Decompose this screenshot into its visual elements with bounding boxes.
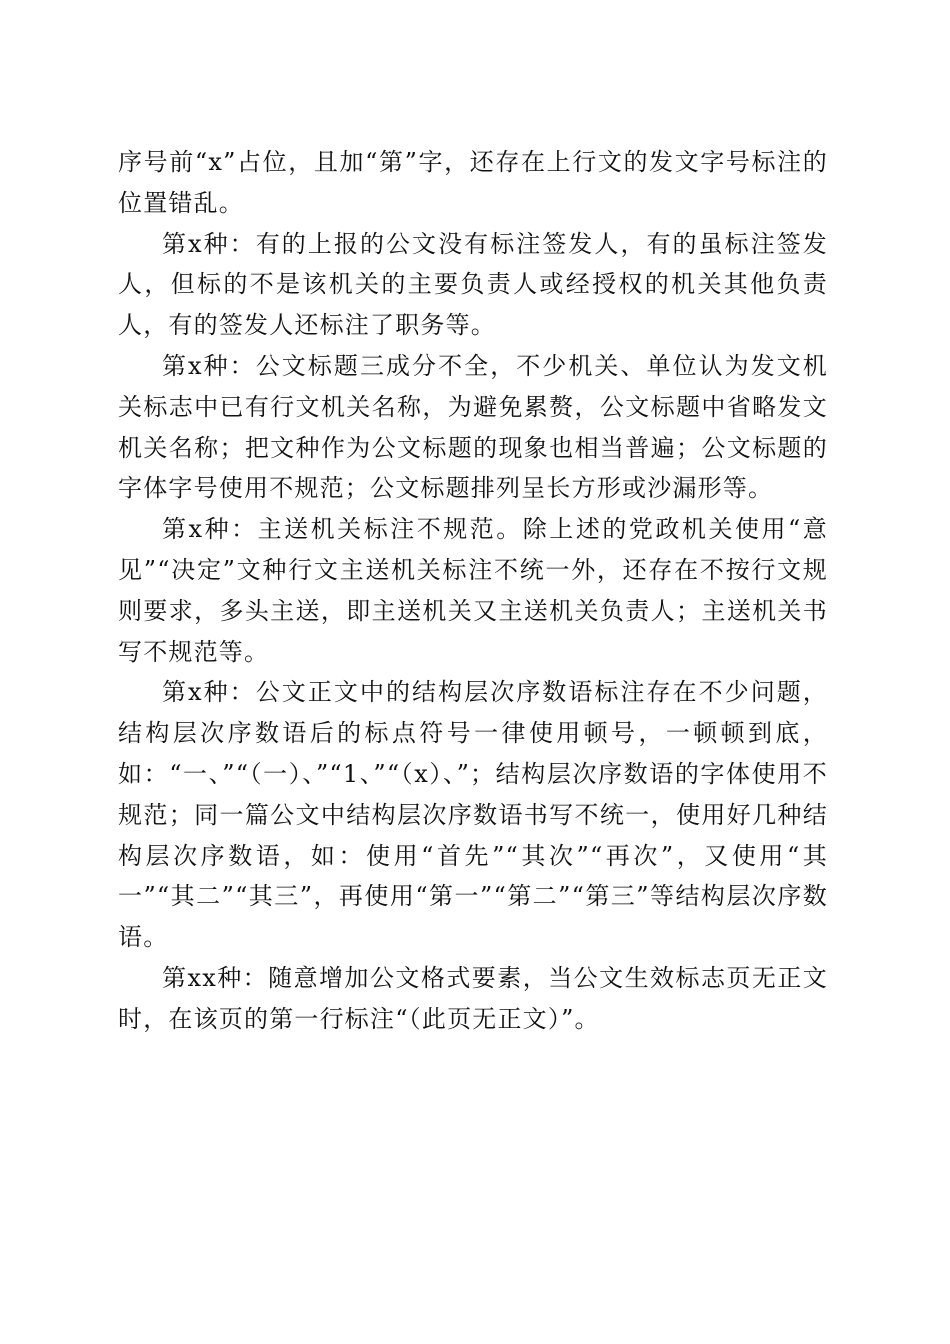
paragraph-signer-issue: 第x种：有的上报的公文没有标注签发人，有的虽标注签发人，但标的不是该机关的主要负责人或经授权的机关其他负责人，有的签发人还标注了职务等。: [118, 229, 828, 340]
paragraph-title-issue: 第x种：公文标题三成分不全，不少机关、单位认为发文机关标志中已有行文机关名称，为避免累赘，公文标题中省略发文机关名称；把文种作为公文标题的现象也相当普遍；公文标题的字体字号使用不规范；公文标题排列呈长方形或沙漏形等。: [118, 351, 828, 503]
document-body: [118, 142, 828, 1040]
paragraph-structure-numbering-issue: 第x种：公文正文中的结构层次序数语标注存在不少问题，结构层次序数语后的标点符号一律使用顿号，一顿顿到底，如：“一、”“（一）、”“1、”“（x）、”；结构层次序数语的字体使用不规范；同一篇公文中结构层次序数语书写不统一，使用好几种结构层次序数语，如：使用“首先”“其次”“再次”，又使用“其一”“其二”“其三”，再使用“第一”“第二”“第三”等结构层次序数语。: [118, 678, 828, 952]
paragraph-continuation: 序号前“x”占位，且加“第”字，还存在上行文的发文字号标注的位置错乱。: [118, 148, 828, 217]
paragraph-format-elements-issue: 第xx种：随意增加公文格式要素，当公文生效标志页无正文时，在该页的第一行标注“（此页无正文）”。: [118, 963, 828, 1033]
paragraph-recipient-issue: 第x种：主送机关标注不规范。除上述的党政机关使用“意见”“决定”文种行文主送机关标注不统一外，还存在不按行文规则要求，多头主送，即主送机关又主送机关负责人；主送机关书写不规范等。: [118, 515, 828, 666]
